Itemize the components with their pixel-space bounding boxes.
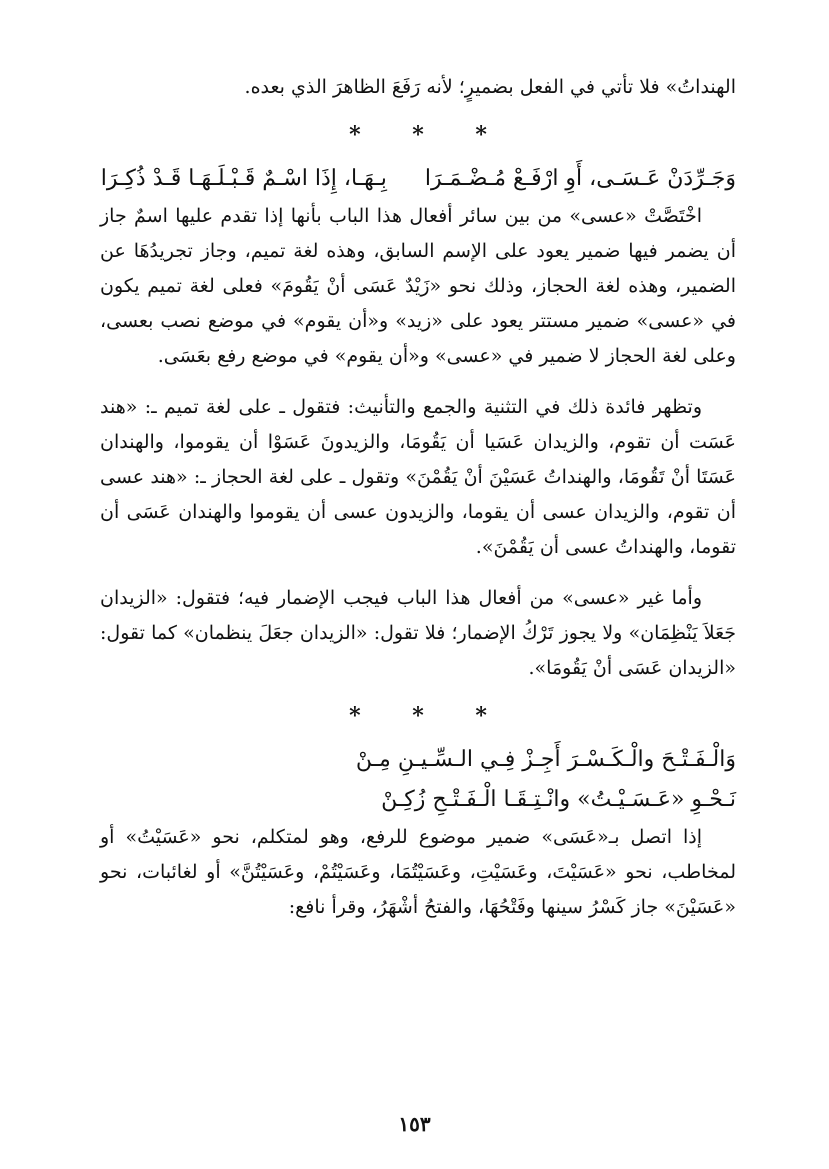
verse-2-line-2: نَـحْـوِ «عَـسَـيْـتُ» وانْـتِـقَـا الْـفَـتْـحِ زُكِـنْ <box>381 787 736 812</box>
verse-2-line-1: وَالْـفَـتْـحَ والْـكَـسْـرَ أَجِـزْ فِـي الـسِّـيـنِ مِـنْ <box>355 747 736 772</box>
verse-1-hemistich-left: بِـهَـا، إِذَا اسْـمٌ قَـبْـلَـهَـا قَـدْ ذُكِـرَا <box>100 166 387 191</box>
paragraph-4: إذا اتصل بـ«عَسَى» ضمير موضوع للرفع، وهو لمتكلم، نحو «عَسَيْتُ» أو لمخاطب، نحو «عَسَيْتَ، وعَسَيْتِ، وعَسَيْتُمَا، وعَسَيْتُمْ، وعَسَيْتُنَّ» أو لغائبات، نحو «عَسَيْنَ» جاز كَسْرُ سينها وفَتْحُهَا، والفتحُ أشْهَرُ، وقرأ نافع: <box>100 826 736 918</box>
page-body <box>100 70 736 925</box>
top-line: الهنداتُ» فلا تأتي في الفعل بضميرٍ؛ لأنه رَفَعَ الظاهرَ الذي بعده. <box>244 76 736 98</box>
separator-stars-2: * * * <box>349 703 509 729</box>
paragraph-3: وأما غير «عسى» من أفعال هذا الباب فيجب الإضمار فيه؛ فتقول: «الزيدان جَعَلاَ يَنْظِمَان» ولا يجوز تَرْكُ الإضمار؛ فلا تقول: «الزيدان جعَلَ ينظمان» كما تقول: «الزيدان عَسَى أنْ يَقُومَا». <box>100 587 736 679</box>
separator-stars: * * * <box>349 122 509 148</box>
paragraph-1: اخْتَصَّتْ «عسى» من بين سائر أفعال هذا الباب بأنها إذا تقدم عليها اسمٌ جاز أن يضمر فيها ضمير يعود على الإسم السابق، وهذه لغة تميم، وجاز تجريدُهَا عن الضمير، وهذه لغة الحجاز، وذلك نحو «زَيْدٌ عَسَى أنْ يَقُومَ» فعلى لغة تميم يكون في «عسى» ضمير مستتر يعود على «زيد» و«أن يقوم» في موضع نصب بعسى، وعلى لغة الحجاز لا ضمير في «عسى» و«أن يقوم» في موضع رفع بعَسَى. <box>100 205 736 367</box>
verse-1-hemistich-right: وَجَـرِّدَنْ عَـسَـى، أَوِ ارْفَـعْ مُـضْـمَـرَا <box>424 166 736 191</box>
paragraph-2: وتظهر فائدة ذلك في التثنية والجمع والتأنيث: فتقول ـ على لغة تميم ـ: «هند عَسَت أن تقوم، والزيدان عَسَيا أن يَقُومَا، والزيدونَ عَسَوْا أن يقوموا، والهندان عَسَتَا أنْ تَقُومَا، والهنداتُ عَسَيْنَ أنْ يَقُمْنَ» وتقول ـ على لغة الحجاز ـ: «هند عسى أن تقوم، والزيدان عسى أن يقوما، والزيدون عسى أن يقوموا والهندان عَسَى أن تقوما، والهنداتُ عسى أن يَقُمْنَ». <box>100 396 736 558</box>
page-number: ١٥٣ <box>398 1112 431 1136</box>
verse-1 <box>100 159 736 199</box>
